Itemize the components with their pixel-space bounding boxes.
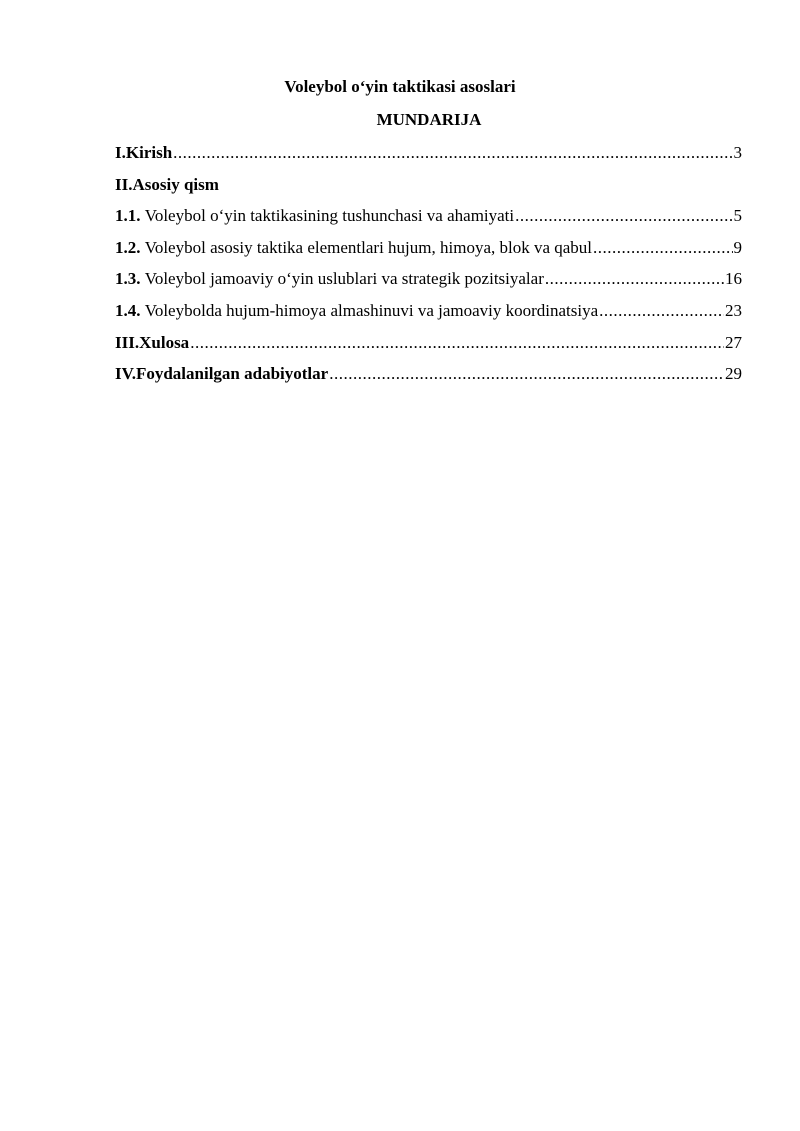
toc-entry-1-4[interactable] bbox=[115, 300, 742, 332]
toc-entry-number: II. bbox=[115, 174, 133, 194]
dot-leader bbox=[329, 363, 724, 385]
dot-leader bbox=[515, 205, 732, 227]
toc-entry-page: 5 bbox=[733, 206, 742, 226]
toc-entry-1-1[interactable] bbox=[115, 205, 742, 237]
toc-entry-page: 27 bbox=[725, 332, 742, 352]
toc-entry-number: III. bbox=[115, 332, 140, 352]
toc-entry-title: Asosiy qism bbox=[132, 174, 219, 194]
toc-entry-title: Voleybol o‘yin taktikasining tushunchasi va ahamiyati bbox=[144, 206, 515, 226]
toc-entry-page: 16 bbox=[725, 269, 742, 289]
toc-entry-number: I. bbox=[115, 143, 126, 162]
toc-entry-title: Kirish bbox=[125, 143, 173, 162]
toc-entry-page: 29 bbox=[725, 364, 742, 384]
dot-leader bbox=[599, 300, 724, 322]
toc-entry-xulosa[interactable] bbox=[115, 332, 742, 364]
toc-entry-title: Voleybol asosiy taktika elementlari hujum, himoya, blok va qabul bbox=[144, 237, 593, 257]
dot-leader bbox=[190, 332, 724, 354]
toc-entry-number: 1.1. bbox=[115, 206, 141, 226]
toc-entry-kirish[interactable] bbox=[115, 142, 742, 174]
toc-entry-asosiy-qism[interactable] bbox=[115, 174, 742, 206]
toc-entry-adabiyotlar[interactable] bbox=[115, 363, 742, 395]
toc-heading: MUNDARIJA bbox=[376, 110, 482, 129]
dot-leader bbox=[545, 268, 724, 290]
toc-entry-number: IV. bbox=[115, 364, 136, 384]
toc-entry-page: 23 bbox=[725, 300, 742, 320]
document-title: Voleybol o‘yin taktikasi asoslari bbox=[284, 77, 516, 96]
toc-entry-title: Voleybol jamoaviy o‘yin uslublari va strategik pozitsiyalar bbox=[144, 269, 544, 289]
table-of-contents bbox=[115, 142, 742, 395]
toc-entry-1-3[interactable] bbox=[115, 268, 742, 300]
toc-entry-title: Foydalanilgan adabiyotlar bbox=[135, 364, 329, 384]
dot-leader bbox=[173, 142, 732, 164]
toc-entry-number: 1.4. bbox=[115, 300, 141, 320]
toc-entry-page: 9 bbox=[733, 237, 742, 257]
toc-entry-number: 1.2. bbox=[115, 237, 141, 257]
toc-entry-title: Xulosa bbox=[139, 332, 190, 352]
dot-leader bbox=[593, 237, 732, 259]
toc-entry-1-2[interactable] bbox=[115, 237, 742, 269]
toc-entry-title: Voleybolda hujum-himoya almashinuvi va jamoaviy koordinatsiya bbox=[144, 300, 599, 320]
toc-entry-number: 1.3. bbox=[115, 269, 141, 289]
toc-entry-page: 3 bbox=[733, 143, 742, 162]
